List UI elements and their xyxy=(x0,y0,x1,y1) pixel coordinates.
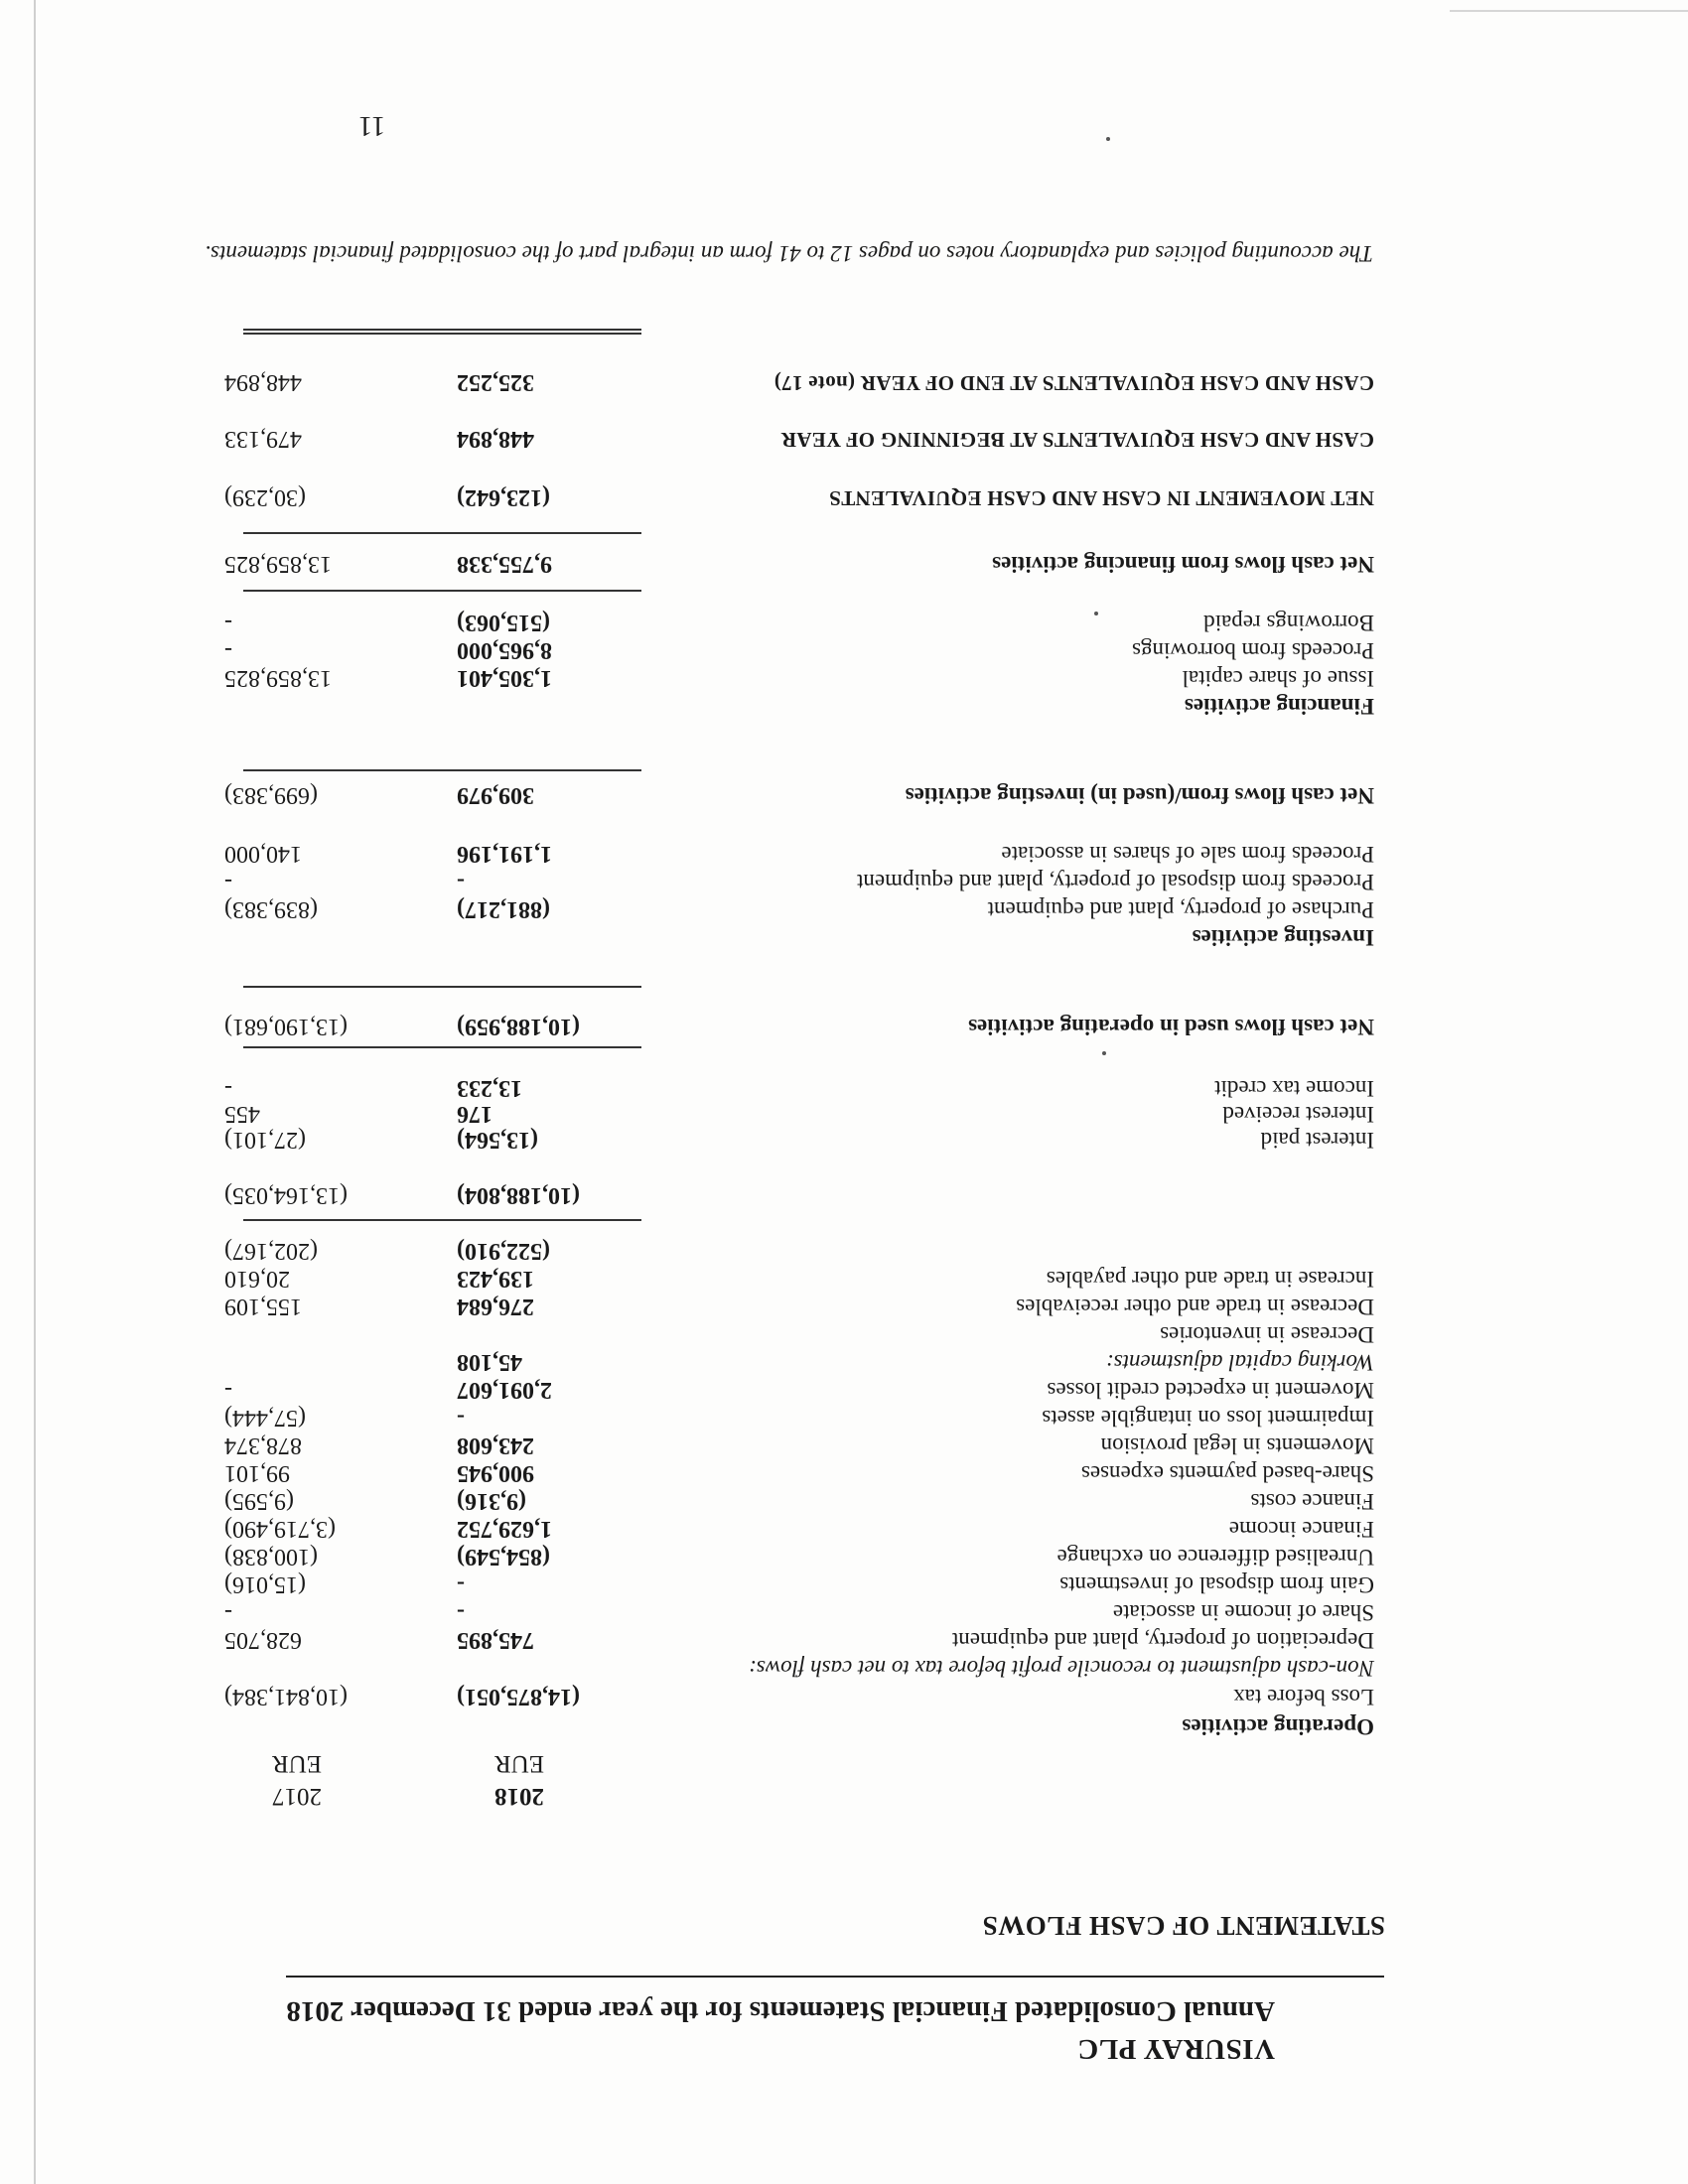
scan-edge xyxy=(1450,10,1688,12)
row-label: Share of income in associate xyxy=(1112,1600,1374,1625)
value-2017: 448,894 xyxy=(224,369,302,395)
value-2018: - xyxy=(457,1405,465,1431)
value-2017: (202,167) xyxy=(224,1238,318,1264)
company-name: VISURAY PLC xyxy=(1076,2033,1275,2065)
value-2017: 13,859,825 xyxy=(224,551,332,577)
value-2017: (100,838) xyxy=(224,1544,318,1570)
value-2017: 140,000 xyxy=(224,841,302,867)
value-2017: (30,239) xyxy=(224,484,306,510)
value-2018: (14,875,051) xyxy=(457,1684,580,1709)
value-2018: - xyxy=(457,1571,465,1597)
row-label: Financing activities xyxy=(1184,694,1374,719)
value-2017: - xyxy=(224,869,232,894)
row-label: Gain from disposal of investments xyxy=(1059,1572,1374,1597)
value-2018: (9,316) xyxy=(457,1488,526,1514)
value-2017: 13,859,825 xyxy=(224,665,332,691)
row-label: Depreciation of property, plant and equipment xyxy=(951,1628,1374,1653)
value-2017: (13,164,035) xyxy=(224,1182,348,1208)
row-label: Borrowings repaid xyxy=(1203,611,1374,635)
scan-speck xyxy=(1102,1051,1106,1055)
value-2018: - xyxy=(457,869,465,894)
value-2018: 1,191,196 xyxy=(457,841,552,867)
value-2017: 878,374 xyxy=(224,1433,302,1458)
value-2018: 2,091,607 xyxy=(457,1377,552,1403)
value-2018: 1,629,752 xyxy=(457,1516,552,1542)
value-2017: (839,383) xyxy=(224,896,318,922)
scan-speck xyxy=(1094,612,1098,615)
row-label: Movements in legal provision xyxy=(1100,1433,1374,1458)
value-2017: - xyxy=(224,637,232,663)
value-2017: 99,101 xyxy=(224,1460,290,1486)
value-2018: 243,608 xyxy=(457,1433,534,1458)
row-label: Impairment loss on intangible assets xyxy=(1042,1406,1374,1431)
value-2018: 176 xyxy=(457,1101,492,1127)
value-2017: 155,109 xyxy=(224,1294,302,1319)
row-label: Non-cash adjustment to reconcile profit before tax to net cash flows: xyxy=(749,1656,1374,1681)
subtotal-rule xyxy=(243,532,641,534)
currency-2018: EUR xyxy=(494,1750,544,1777)
value-2018: 8,965,000 xyxy=(457,637,552,663)
value-2018: (854,549) xyxy=(457,1544,550,1570)
column-header-2017: 2017 xyxy=(272,1783,322,1810)
row-label: Finance income xyxy=(1228,1517,1374,1542)
value-2017: - xyxy=(224,1377,232,1403)
value-2017: (13,190,681) xyxy=(224,1014,348,1039)
value-2017: - xyxy=(224,1599,232,1625)
statement-title: STATEMENT OF CASH FLOWS xyxy=(982,1911,1385,1941)
row-label: CASH AND CASH EQUIVALENTS AT END OF YEAR (note 17) xyxy=(774,371,1374,395)
row-label: Operating activities xyxy=(1182,1714,1374,1739)
subtotal-rule xyxy=(243,590,641,592)
row-label: Proceeds from sale of shares in associate xyxy=(1001,842,1374,867)
value-2017: 455 xyxy=(224,1101,260,1127)
value-2017: (15,016) xyxy=(224,1571,306,1597)
currency-2017: EUR xyxy=(272,1750,322,1777)
value-2017: (57,444) xyxy=(224,1405,306,1431)
scan-edge xyxy=(34,0,36,2184)
row-label: Decrease in inventories xyxy=(1160,1322,1374,1347)
scan-speck xyxy=(1106,137,1110,141)
row-label: Movement in expected credit losses xyxy=(1047,1378,1374,1403)
value-2018: (13,564) xyxy=(457,1127,538,1153)
value-2018: (522,910) xyxy=(457,1238,550,1264)
row-label: Finance costs xyxy=(1250,1489,1374,1514)
row-label: Proceeds from borrowings xyxy=(1131,638,1374,663)
value-2018: 13,233 xyxy=(457,1075,522,1101)
header-rule xyxy=(286,1976,1384,1978)
column-header-2018: 2018 xyxy=(494,1783,544,1810)
value-2018: 309,979 xyxy=(457,782,534,808)
value-2017: 628,705 xyxy=(224,1627,302,1653)
value-2018: (10,188,804) xyxy=(457,1182,580,1208)
row-label: NET MOVEMENT IN CASH AND CASH EQUIVALENTS xyxy=(828,486,1374,510)
row-label: Purchase of property, plant and equipment xyxy=(987,897,1374,922)
subtotal-rule xyxy=(243,986,641,988)
row-label: Net cash flows from/(used in) investing activities xyxy=(905,783,1374,808)
row-label: Loss before tax xyxy=(1233,1685,1374,1709)
value-2017: (3,719,490) xyxy=(224,1516,336,1542)
value-2018: (10,188,959) xyxy=(457,1014,580,1039)
value-2017: 20,610 xyxy=(224,1266,290,1292)
subtotal-rule xyxy=(243,1219,641,1221)
row-label: Issue of share capital xyxy=(1182,666,1374,691)
report-subtitle: Annual Consolidated Financial Statements for the year ended 31 December 2018 xyxy=(286,1995,1275,2027)
row-label: Interest paid xyxy=(1260,1128,1374,1153)
total-double-rule xyxy=(243,329,641,335)
value-2017: (10,841,384) xyxy=(224,1684,348,1709)
page-number: 11 xyxy=(358,110,385,141)
value-2018: 1,305,401 xyxy=(457,665,552,691)
row-label: Proceeds from disposal of property, plant and equipment xyxy=(857,870,1374,894)
subtotal-rule xyxy=(243,769,641,771)
row-label: Net cash flows used in operating activities xyxy=(968,1015,1374,1039)
row-label: Decrease in trade and other receivables xyxy=(1016,1295,1374,1319)
value-2017: - xyxy=(224,1075,232,1101)
value-2017: (9,595) xyxy=(224,1488,294,1514)
value-2018: (881,217) xyxy=(457,896,550,922)
value-2018: 325,252 xyxy=(457,369,534,395)
value-2017: (27,101) xyxy=(224,1127,306,1153)
value-2018: - xyxy=(457,1599,465,1625)
row-label: Income tax credit xyxy=(1214,1076,1374,1101)
row-label: Working capital adjustments: xyxy=(1105,1350,1374,1375)
row-label: Unrealised difference on exchange xyxy=(1056,1545,1374,1570)
value-2018: 900,945 xyxy=(457,1460,534,1486)
row-label: Increase in trade and other payables xyxy=(1046,1267,1374,1292)
row-label: Investing activities xyxy=(1192,925,1374,950)
row-label: Share-based payments expenses xyxy=(1080,1461,1374,1486)
subtotal-rule xyxy=(243,1046,641,1048)
value-2018: 448,894 xyxy=(457,426,534,452)
value-2018: 45,108 xyxy=(457,1349,522,1375)
value-2017: (699,383) xyxy=(224,782,318,808)
row-label: CASH AND CASH EQUIVALENTS AT BEGINNING OF YEAR xyxy=(780,428,1374,452)
value-2018: 9,755,338 xyxy=(457,551,552,577)
footnote: The accounting policies and explanatory notes on pages 12 to 41 form an integral part of the consolidated financial statements. xyxy=(205,241,1373,266)
value-2017: - xyxy=(224,610,232,635)
value-2018: 276,684 xyxy=(457,1294,534,1319)
value-2017: 479,133 xyxy=(224,426,302,452)
row-label: Net cash flows from financing activities xyxy=(992,552,1374,577)
value-2018: (515,063) xyxy=(457,610,550,635)
value-2018: 745,895 xyxy=(457,1627,534,1653)
row-label: Interest received xyxy=(1222,1102,1374,1127)
value-2018: (123,642) xyxy=(457,484,550,510)
value-2018: 139,423 xyxy=(457,1266,534,1292)
